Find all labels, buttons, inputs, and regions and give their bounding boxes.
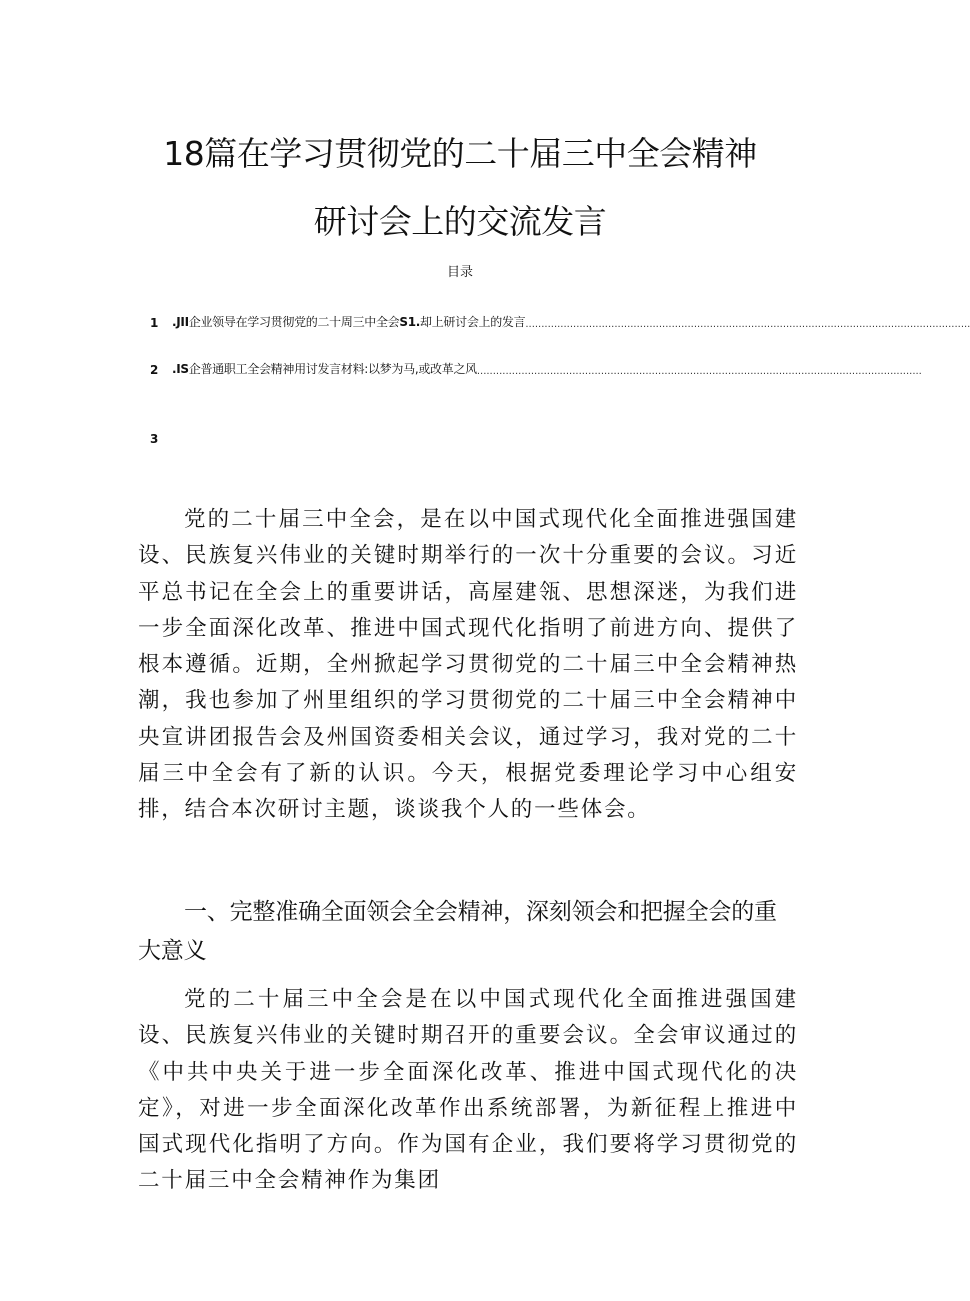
document-title-line-2: 研讨会上的交流发言 [313,202,607,241]
toc-entry-3[interactable] [150,426,746,446]
toc-entry-prefix: .JII [172,315,189,329]
toc-entry-text [172,360,477,377]
toc-entry-number: 2 [150,363,159,377]
toc-entry-title: 企普通职工全会精神用讨发言材料:以梦为马,或改革之风 [188,362,477,376]
body-paragraph-2: 党的二十届三中全会是在以中国式现代化全面推进强国建设、民族复兴伟业的关键时期召开的重要会议。全会审议通过的《中共中央关于进一步全面深化改革、推进中国式现代化的决定》，对进一步全面深化改革作出系统部署，为新征程上推进中国式现代化指明了方向。作为国有企业，我们要将学习贯彻党的二十届三中全会精神作为集团 [138,987,798,1194]
document-title-line-1: 18篇在学习贯彻党的二十届三中全会精神 [163,134,757,173]
toc-entry-suffix: 却上研讨会上的发言 [420,315,526,329]
toc-leader-dots: ............................................................................................................................................ [476,366,922,377]
toc-entry-bold-mid: S1. [399,315,421,329]
toc-entry-text [172,313,525,330]
toc-entry-1[interactable] [150,310,970,330]
toc-entry-number: 3 [150,432,159,446]
section-heading-1: 一、完整准确全面领会全会精神，深刻领会和把握全会的重大意义 [138,899,777,964]
toc-entry-title: 企业领导在学习贯彻党的二十周三中全会 [188,315,400,329]
body-paragraph-1: 党的二十届三中全会，是在以中国式现代化全面推进强国建设、民族复兴伟业的关键时期举行的一次十分重要的会议。习近平总书记在全会上的重要讲话，高屋建瓴、思想深迷，为我们进一步全面深化改革、推进中国式现代化指明了前进方向、提供了根本遵循。近期，全州掀起学习贯彻党的二十届三中全会精神热潮，我也参加了州里组织的学习贯彻党的二十届三中全会精神中央宣讲团报告会及州国资委相关会议，通过学习，我对党的二十届三中全会有了新的认识。今天，根据党委理论学习中心组安排，结合本次研讨主题，谈谈我个人的一些体会。 [138,507,798,823]
toc-entry-prefix: .IS [172,362,189,376]
toc-heading: 目录 [446,265,473,280]
toc-entry-2[interactable] [150,357,922,377]
toc-leader-dots: ............................................................................................................................................ [525,319,970,330]
toc-entry-number: 1 [150,316,159,330]
